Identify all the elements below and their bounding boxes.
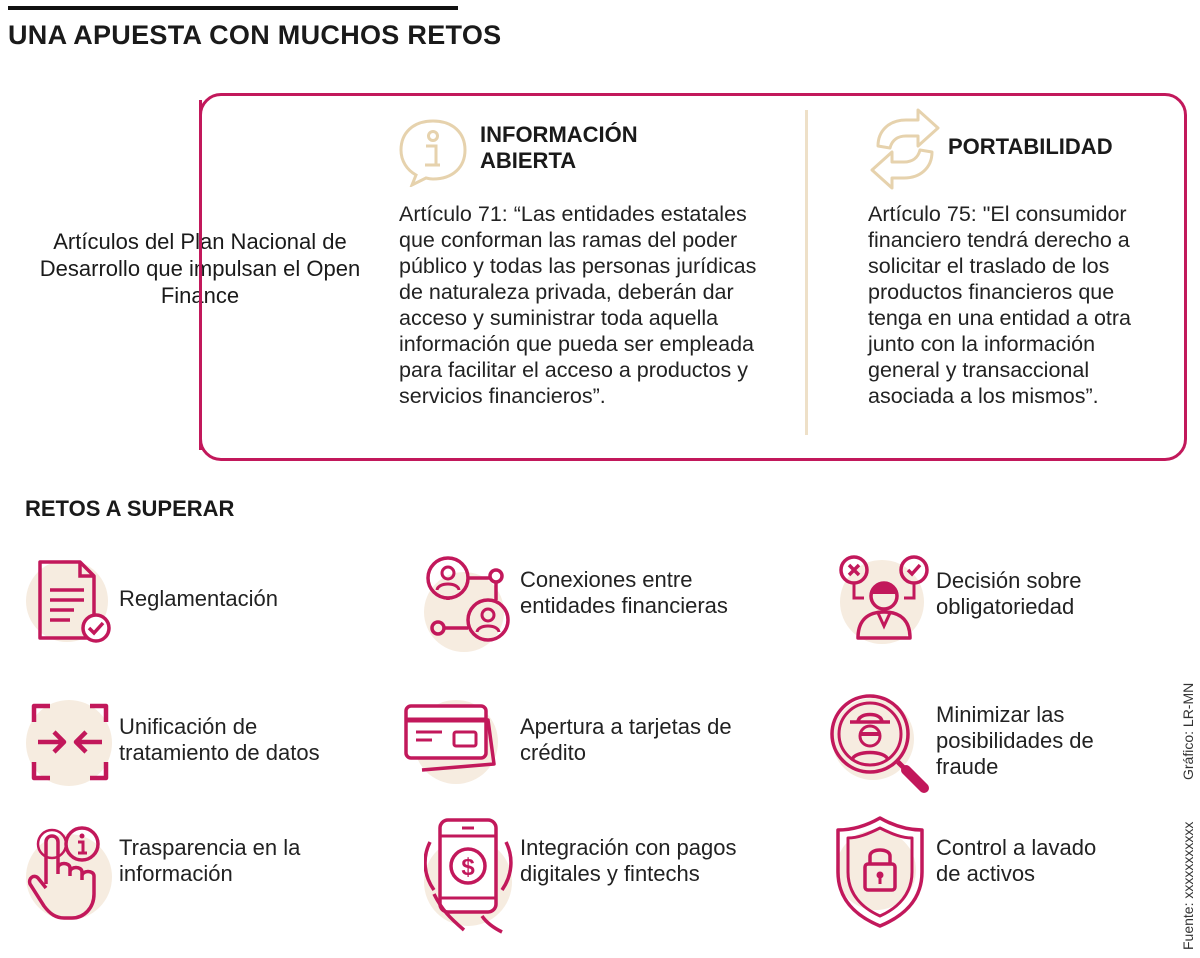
network-users-icon <box>424 552 516 648</box>
top-rule <box>8 6 458 10</box>
page-title: UNA APUESTA CON MUCHOS RETOS <box>8 20 502 50</box>
hand-info-icon <box>22 822 118 924</box>
source-credit: Fuente: xxxxxxxxxxx <box>1180 821 1196 950</box>
challenge-tarjetas: Apertura a tarjetas de crédito <box>402 692 742 792</box>
challenge-trasparencia: Trasparencia en la información <box>22 820 342 930</box>
articles-label: Artículos del Plan Nacional de Desarrollo que impulsan el Open Finance <box>39 229 361 308</box>
section-title-portabilidad: PORTABILIDAD <box>948 134 1113 159</box>
challenge-decision: Decisión sobre obligatoriedad <box>832 546 1132 646</box>
graphic-credit: Gráfico: LR-MN <box>1180 682 1196 780</box>
svg-text:$: $ <box>461 854 475 881</box>
challenge-conexiones: Conexiones entre entidades financieras <box>420 552 760 652</box>
challenge-pagos: $ Integración con pagos digitales y fintechs <box>422 812 762 942</box>
challenge-lavado: Control a lavado de activos <box>830 814 1130 934</box>
challenges-title: RETOS A SUPERAR <box>25 496 235 521</box>
fraud-search-icon <box>826 690 932 796</box>
sections-divider <box>805 110 808 435</box>
section-body-informacion: Artículo 71: “Las entidades estatales que conforman las ramas del poder público y todas las personas jurídicas de naturaleza privada, deberán dar acceso y suministrar toda aquella información que pueda ser empleada para facilitar el acceso a productos y servicios financieros”. <box>399 202 757 408</box>
shield-lock-icon <box>834 814 926 930</box>
section-title-informacion: INFORMACIÓN ABIERTA <box>480 122 638 173</box>
decision-person-icon <box>834 550 934 642</box>
credit-cards-icon <box>402 700 498 780</box>
section-body-portabilidad: Artículo 75: "El consumidor financiero tendrá derecho a solicitar el traslado de los productos financieros que tenga en una entidad a otra junto con la información general y transaccional asociada a los mismos”. <box>868 202 1131 408</box>
document-check-icon <box>34 556 114 648</box>
challenge-reglamentacion: Reglamentación <box>22 552 322 652</box>
merge-arrows-icon <box>30 702 110 782</box>
info-bubble-icon <box>396 115 470 187</box>
challenge-fraude: Minimizar las posibilidades de fraude <box>826 690 1126 800</box>
exchange-arrows-icon <box>868 108 942 190</box>
mobile-payment-icon <box>424 814 514 938</box>
challenge-unificacion: Unificación de tratamiento de datos <box>22 692 362 792</box>
